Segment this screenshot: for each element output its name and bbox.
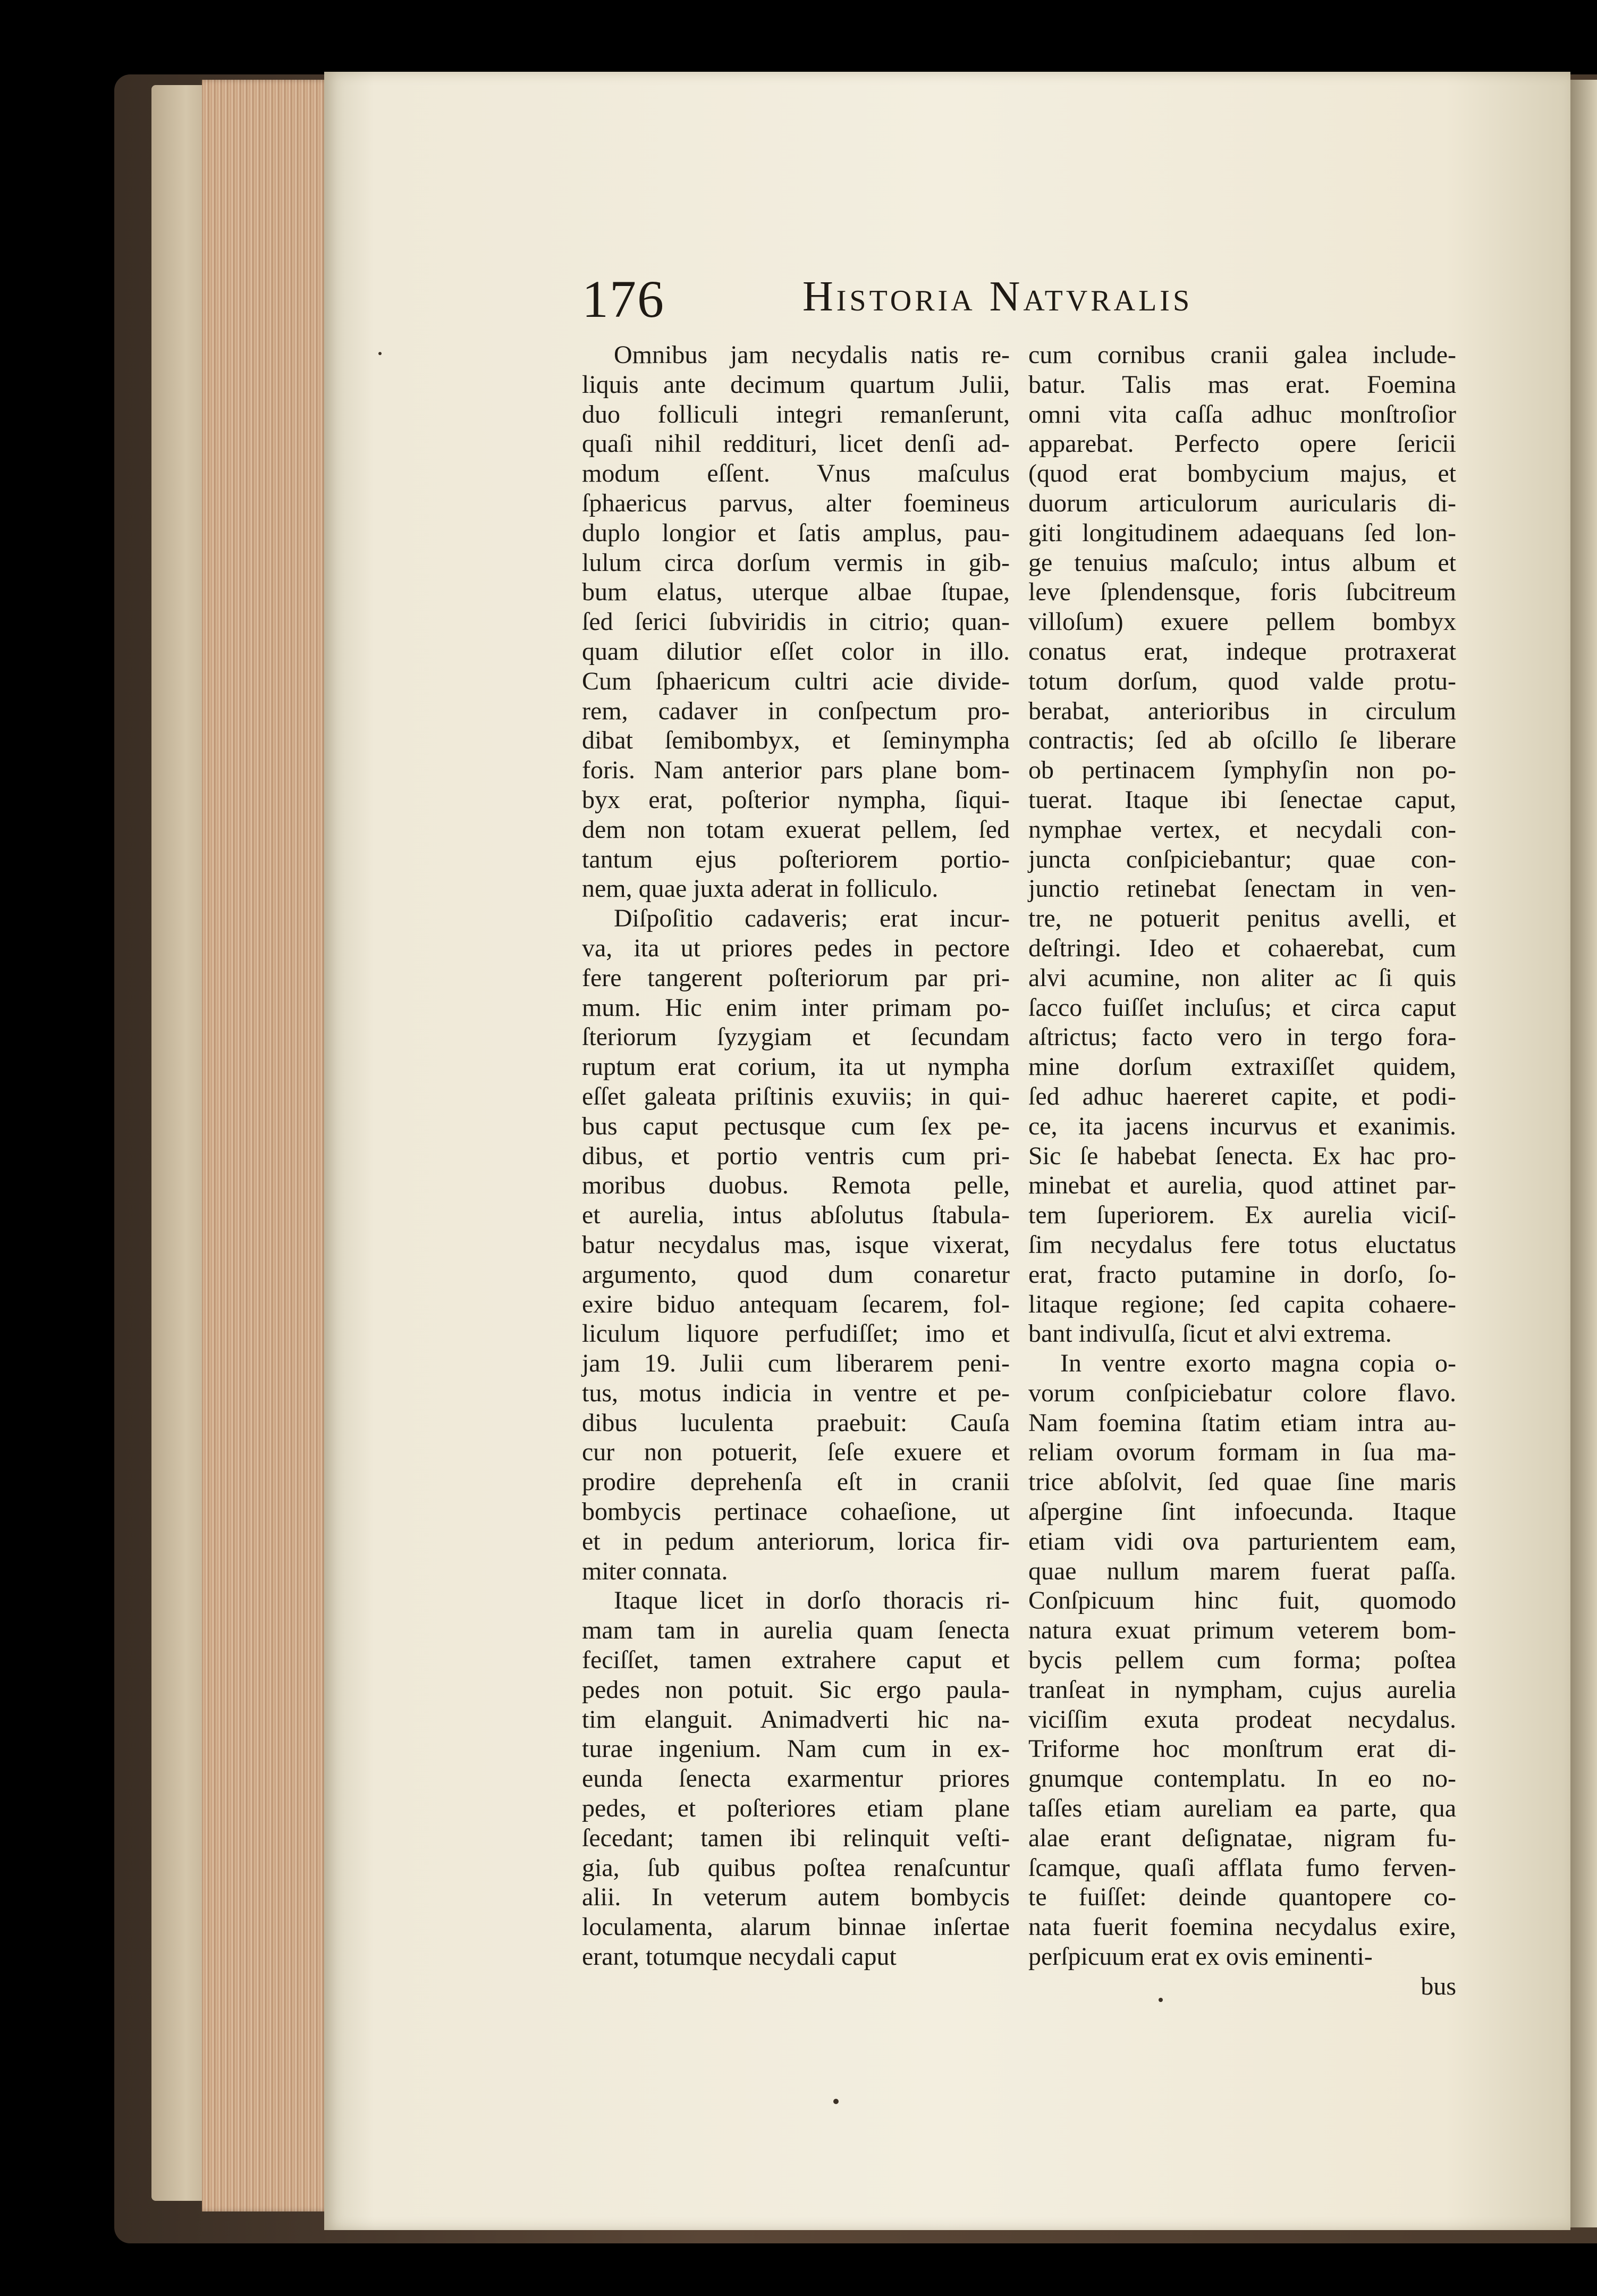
text-line: cum cornibus cranii galea include- [1028, 341, 1456, 369]
text-line: duorum articulorum auricularis di- [1028, 489, 1456, 517]
text-line: conatus erat, indeque protraxerat [1028, 637, 1456, 666]
text-line: batur necydalus mas, isque vixerat, [582, 1230, 1010, 1259]
text-line: reliam ovorum formam in ſua ma- [1028, 1438, 1456, 1467]
text-line: In ventre exorto magna copia o- [1060, 1349, 1456, 1378]
text-line: jam 19. Julii cum liberarem peni- [582, 1349, 1010, 1378]
text-line: minebat et aurelia, quod attinet par- [1028, 1171, 1456, 1200]
text-line: modum eſſent. Vnus maſculus [582, 459, 1010, 488]
text-line: et in pedum anteriorum, lorica fir- [582, 1527, 1010, 1555]
text-line: lulum circa dorſum vermis in gib- [582, 548, 1010, 577]
text-line: tranſeat in nympham, cujus aurelia [1028, 1675, 1456, 1704]
text-line: tem ſuperiorem. Ex aurelia viciſ- [1028, 1201, 1456, 1230]
text-line: gia, ſub quibus poſtea renaſcuntur [582, 1853, 1010, 1882]
text-line: bus caput pectusque cum ſex pe- [582, 1112, 1010, 1140]
text-line: fere tangerent poſteriorum par pri- [582, 963, 1010, 992]
text-line: litaque regione; ſed capita cohaere- [1028, 1290, 1456, 1318]
right-text-column [1028, 340, 1456, 2001]
text-line: et aurelia, intus abſolutus ſtabula- [582, 1201, 1010, 1230]
text-line: foris. Nam anterior pars plane bom- [582, 756, 1010, 785]
text-line: Conſpicuum hinc fuit, quomodo [1028, 1586, 1456, 1615]
paper-speck [378, 352, 382, 355]
text-line: loculamenta, alarum binnae inſertae [582, 1913, 1010, 1941]
text-line: dem non totam exuerat pellem, ſed [582, 815, 1010, 844]
text-line: va, ita ut priores pedes in pectore [582, 933, 1010, 962]
text-line: te fuiſſet: deinde quantopere co- [1028, 1883, 1456, 1912]
text-line: gnumque contemplatu. In eo no- [1028, 1764, 1456, 1793]
text-line: Triforme hoc monſtrum erat di- [1028, 1735, 1456, 1763]
paper-speck [833, 2099, 839, 2104]
text-line: juncta conſpiciebantur; quae con- [1028, 845, 1456, 873]
text-line: duo folliculi integri remanſerunt, [582, 400, 1010, 428]
text-line: duplo longior et ſatis amplus, pau- [582, 518, 1010, 547]
text-line: alii. In veterum autem bombycis [582, 1883, 1010, 1912]
text-line: ſed ſerici ſubviridis in citrio; quan- [582, 608, 1010, 636]
text-line: trice abſolvit, ſed quae ſine maris [1028, 1468, 1456, 1496]
text-line: Sic ſe habebat ſenecta. Ex hac pro- [1028, 1141, 1456, 1170]
page-number: 176 [582, 270, 665, 329]
text-line: dibus luculenta praebuit: Cauſa [582, 1408, 1010, 1437]
text-line: deſtringi. Ideo et cohaerebat, cum [1028, 933, 1456, 962]
text-line: ſed adhuc haereret capite, et podi- [1028, 1082, 1456, 1111]
text-line: quaſi nihil reddituri, licet denſi ad- [582, 430, 1010, 458]
text-line: contractis; ſed ab oſcillo ſe liberare [1028, 726, 1456, 755]
text-line: omni vita caſſa adhuc monſtroſior [1028, 400, 1456, 428]
text-line: Diſpoſitio cadaveris; erat incur- [614, 904, 1010, 933]
text-line: feciſſet, tamen extrahere caput et [582, 1646, 1010, 1675]
left-text-column [582, 340, 1010, 1972]
text-line: eunda ſenecta exarmentur priores [582, 1764, 1010, 1793]
text-line: bum elatus, uterque albae ſtupae, [582, 578, 1010, 607]
text-line: ſecedant; tamen ibi relinquit veſti- [582, 1823, 1010, 1852]
text-line: turae ingenium. Nam cum in ex- [582, 1735, 1010, 1763]
text-line: Omnibus jam necydalis natis re- [614, 341, 1010, 369]
text-line: (quod erat bombycium majus, et [1028, 459, 1456, 488]
text-line: aſtrictus; facto vero in tergo fora- [1028, 1023, 1456, 1052]
text-line: taſſes etiam aureliam ea parte, qua [1028, 1794, 1456, 1823]
text-line: tantum ejus poſteriorem portio- [582, 845, 1010, 873]
text-line: Itaque licet in dorſo thoracis ri- [614, 1586, 1010, 1615]
text-line: ge tenuius maſculo; intus album et [1028, 548, 1456, 577]
page-edges [202, 80, 329, 2211]
text-line: nata fuerit foemina necydalus exire, [1028, 1913, 1456, 1941]
page-header [582, 268, 1249, 348]
text-line: giti longitudinem adaequans ſed lon- [1028, 518, 1456, 547]
text-line: erat, fracto putamine in dorſo, ſo- [1028, 1260, 1456, 1289]
text-line: byx erat, poſterior nympha, ſiqui- [582, 785, 1010, 814]
text-line: rem, cadaver in conſpectum pro- [582, 696, 1010, 725]
text-line: apparebat. Perfecto opere ſericii [1028, 430, 1456, 458]
text-line: ruptum erat corium, ita ut nympha [582, 1053, 1010, 1081]
text-line: liquis ante decimum quartum Julii, [582, 370, 1010, 399]
text-line: alvi acumine, non aliter ac ſi quis [1028, 963, 1456, 992]
text-line: quam dilutior eſſet color in illo. [582, 637, 1010, 666]
text-line: mine dorſum extraxiſſet quidem, [1028, 1053, 1456, 1081]
text-line: cur non potuerit, ſeſe exuere et [582, 1438, 1010, 1467]
text-line: ſcamque, quaſi afflata fumo ferven- [1028, 1853, 1456, 1882]
text-line: perſpicuum erat ex ovis eminenti- [1028, 1942, 1373, 1971]
text-line: ſim necydalus fere totus eluctatus [1028, 1230, 1456, 1259]
text-line: totum dorſum, quod valde protu- [1028, 667, 1456, 695]
text-line: bombycis pertinace cohaeſione, ut [582, 1498, 1010, 1526]
text-line: aſpergine ſint infoecunda. Itaque [1028, 1498, 1456, 1526]
text-line: bycis pellem cum forma; poſtea [1028, 1646, 1456, 1675]
text-line: quae nullum marem fuerat paſſa. [1028, 1557, 1456, 1585]
text-line: vorum conſpiciebatur colore flavo. [1028, 1378, 1456, 1407]
text-line: tuerat. Itaque ibi ſenectae caput, [1028, 785, 1456, 814]
text-line: berabat, anterioribus in circulum [1028, 696, 1456, 725]
text-line: ſphaericus parvus, alter foemineus [582, 489, 1010, 517]
text-line: pedes non potuit. Sic ergo paula- [582, 1675, 1010, 1704]
text-line: natura exuat primum veterem bom- [1028, 1616, 1456, 1645]
text-line: eſſet galeata priſtinis exuviis; in qui- [582, 1082, 1010, 1111]
text-line: ob pertinacem ſymphyſin non po- [1028, 756, 1456, 785]
text-line: pedes, et poſteriores etiam plane [582, 1794, 1010, 1823]
text-line: exire biduo antequam ſecarem, fol- [582, 1290, 1010, 1318]
text-line: bus [1421, 1972, 1456, 2000]
text-line: mum. Hic enim inter primam po- [582, 993, 1010, 1022]
text-line: nem, quae juxta aderat in folliculo. [582, 874, 939, 903]
text-line: Cum ſphaericum cultri acie divide- [582, 667, 1010, 695]
text-line: tim elanguit. Animadverti hic na- [582, 1705, 1010, 1734]
text-line: batur. Talis mas erat. Foemina [1028, 370, 1456, 399]
text-line: tre, ne potuerit penitus avelli, et [1028, 904, 1456, 933]
text-line: nymphae vertex, et necydali con- [1028, 815, 1456, 844]
text-line: viciſſim exuta prodeat necydalus. [1028, 1705, 1456, 1734]
text-line: bant indivulſa, ſicut et alvi extrema. [1028, 1319, 1392, 1348]
text-line: prodire deprehenſa eſt in cranii [582, 1468, 1010, 1496]
text-line: etiam vidi ova parturientem eam, [1028, 1527, 1456, 1555]
text-line: alae erant deſignatae, nigram fu- [1028, 1823, 1456, 1852]
text-line: argumento, quod dum conaretur [582, 1260, 1010, 1289]
text-line: tus, motus indicia in ventre et pe- [582, 1378, 1010, 1407]
text-line: ce, ita jacens incurvus et exanimis. [1028, 1112, 1456, 1140]
text-line: erant, totumque necydali caput [582, 1942, 897, 1971]
text-line: junctio retinebat ſenectam in ven- [1028, 874, 1456, 903]
paper-speck [1159, 1998, 1163, 2002]
running-head: Historia Natvralis [802, 273, 1193, 320]
text-line: mam tam in aurelia quam ſenecta [582, 1616, 1010, 1645]
text-line: moribus duobus. Remota pelle, [582, 1171, 1010, 1200]
text-line: ſteriorum ſyzygiam et ſecundam [582, 1023, 1010, 1052]
text-line: villoſum) exuere pellem bombyx [1028, 608, 1456, 636]
text-line: dibat ſemibombyx, et ſeminympha [582, 726, 1010, 755]
text-line: liculum liquore perfudiſſet; imo et [582, 1319, 1010, 1348]
text-line: Nam foemina ſtatim etiam intra au- [1028, 1408, 1456, 1437]
text-line: ſacco fuiſſet incluſus; et circa caput [1028, 993, 1456, 1022]
text-line: miter connata. [582, 1557, 728, 1585]
text-line: leve ſplendensque, foris ſubcitreum [1028, 578, 1456, 607]
text-line: dibus, et portio ventris cum pri- [582, 1141, 1010, 1170]
